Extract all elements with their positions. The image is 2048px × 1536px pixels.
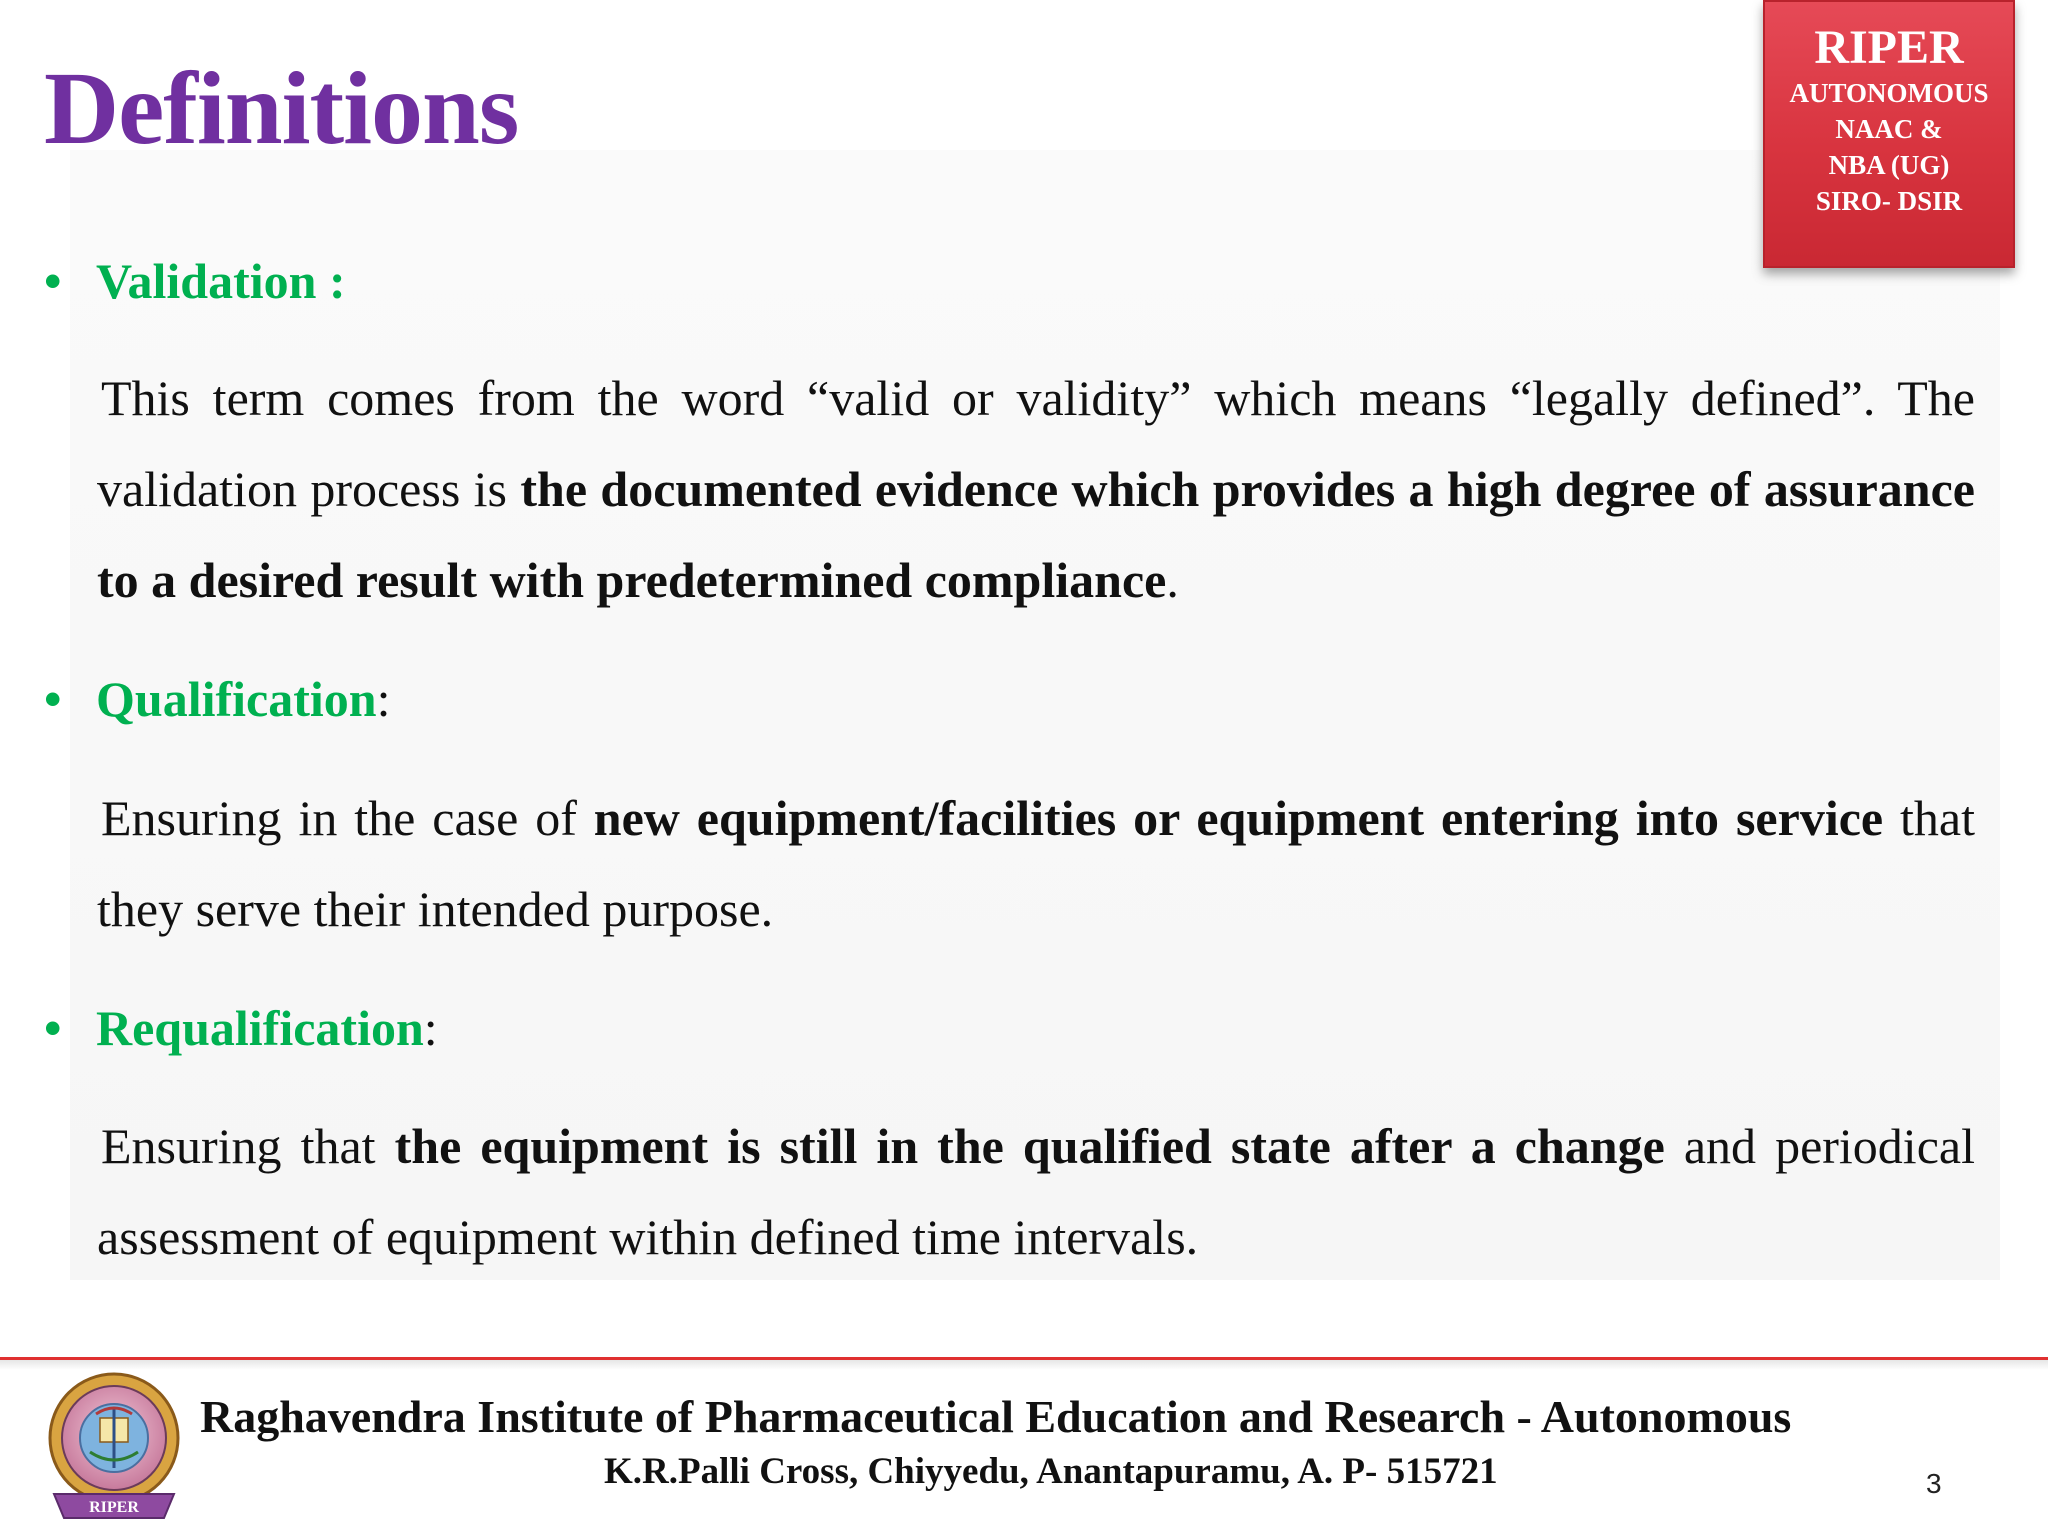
badge-title: RIPER	[1814, 21, 1964, 74]
bullet-requalification	[44, 1000, 438, 1056]
definition-text: Ensuring in the case of	[101, 790, 594, 846]
footer-shadow	[0, 1360, 2048, 1370]
bullet-dot: •	[44, 1000, 62, 1056]
definition-text: .	[1166, 552, 1179, 608]
bullet-dot: •	[44, 253, 62, 309]
page-number: 3	[1926, 1468, 1942, 1499]
bullet-validation	[44, 253, 346, 309]
slide-title: Definitions	[44, 51, 519, 166]
badge-line: NBA (UG)	[1828, 149, 1950, 180]
term-colon: :	[376, 671, 391, 727]
term-qualification: Qualification	[96, 671, 377, 727]
institution-address: K.R.Palli Cross, Chiyyedu, Anantapuramu, A. P- 515721	[604, 1451, 1498, 1492]
definition-text: Ensuring that	[101, 1118, 395, 1174]
term-validation: Validation :	[96, 253, 346, 309]
term-requalification: Requalification	[96, 1000, 424, 1056]
definition-emphasis: the documented evidence which provides a high degree of assurance to a desired result with predetermined compliance	[97, 461, 1975, 608]
validation-definition	[97, 353, 1975, 626]
definition-emphasis: new equipment/facilities or equipment entering into service	[593, 790, 1884, 846]
definition-text: This term comes from the word “valid or validity” which means “legally defined”. The validation process is	[97, 370, 1975, 517]
institute-logo-icon	[40, 1368, 188, 1526]
badge-line: SIRO- DSIR	[1815, 185, 1963, 216]
bullet-qualification	[44, 671, 391, 727]
logo-ribbon-text: RIPER	[89, 1499, 139, 1516]
institution-name: Raghavendra Institute of Pharmaceutical Education and Research - Autonomous	[200, 1391, 1792, 1442]
badge-line: NAAC &	[1835, 113, 1943, 144]
badge-line: AUTONOMOUS	[1789, 77, 1989, 108]
definition-text: and periodical assessment of equipment within defined time intervals.	[97, 1118, 1975, 1265]
term-colon: :	[423, 1000, 438, 1056]
qualification-definition	[97, 773, 1975, 955]
definition-emphasis: the equipment is still in the qualified state after a change	[394, 1118, 1665, 1174]
definition-text: that they serve their intended purpose.	[97, 790, 1975, 937]
requalification-definition	[97, 1101, 1975, 1283]
accreditation-badge	[1763, 0, 2015, 268]
bullet-dot: •	[44, 671, 62, 727]
